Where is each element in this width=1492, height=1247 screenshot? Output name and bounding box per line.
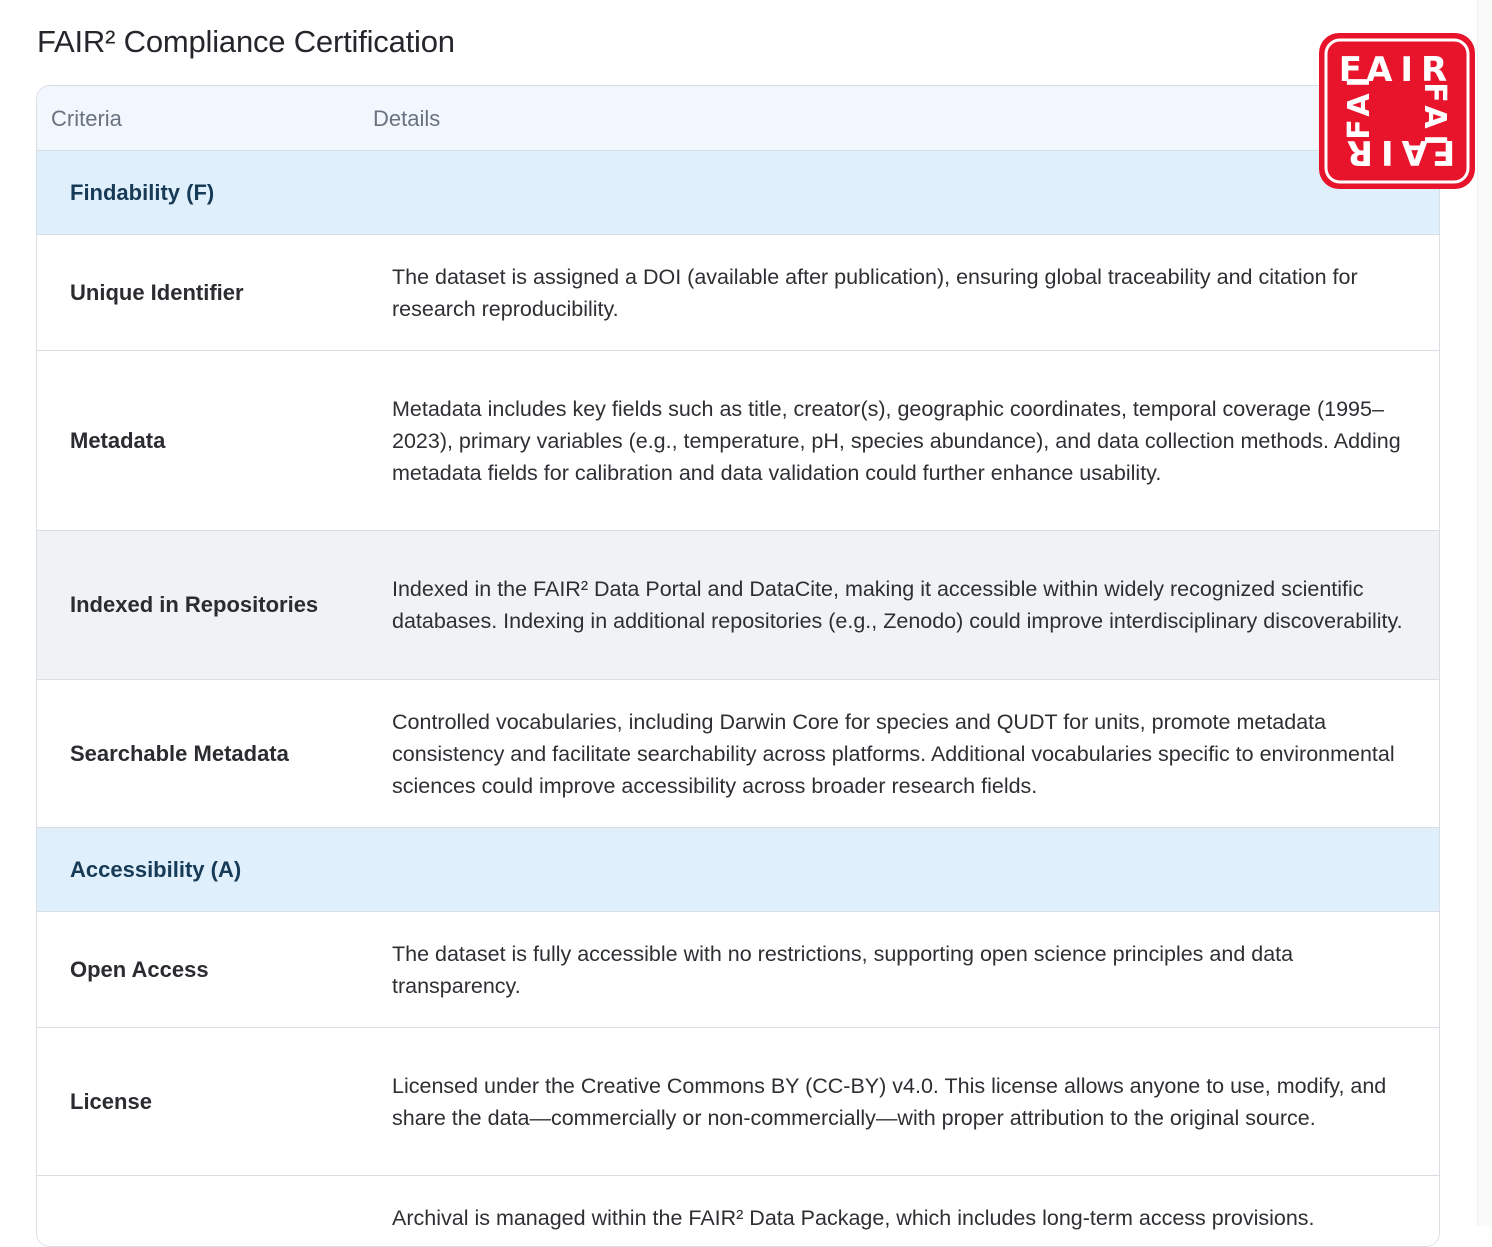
- fair-logo-icon: [1317, 31, 1477, 191]
- criteria-cell: Metadata: [70, 427, 166, 453]
- section-label: Findability (F): [70, 179, 215, 205]
- criteria-cell: Unique Identifier: [70, 279, 244, 305]
- table-row: [37, 680, 1439, 828]
- logo-text-left: FAI: [1342, 70, 1377, 140]
- compliance-table: [36, 85, 1440, 1247]
- section-accessibility: [37, 828, 1439, 912]
- section-label: Accessibility (A): [70, 856, 242, 882]
- details-cell: Metadata includes key fields such as title, creator(s), geographic coordinates, temporal coverage (1995–2023), primary variables (e.g., temperature, pH, species abundance), and data collection methods. Adding metadata fields for calibration and data validation could further enhance usability.: [392, 396, 1401, 485]
- criteria-cell: License: [70, 1088, 152, 1114]
- details-cell: Controlled vocabularies, including Darwin Core for species and QUDT for units, promote metadata consistency and facilitate searchability across platforms. Additional vocabularies specific to environmental sciences could improve accessibility across broader research fields.: [392, 709, 1395, 798]
- section-findability: [37, 151, 1439, 235]
- table-row: [37, 531, 1439, 680]
- details-cell: Indexed in the FAIR² Data Portal and DataCite, making it accessible within widely recognized scientific databases. Indexing in additional repositories (e.g., Zenodo) could improve interdisciplinary discoverability.: [392, 577, 1403, 633]
- table-row: [37, 235, 1439, 351]
- table-row: [37, 912, 1439, 1028]
- table-row: [37, 351, 1439, 531]
- header-criteria: Criteria: [51, 106, 122, 131]
- header-details: Details: [373, 106, 441, 131]
- details-cell: Licensed under the Creative Commons BY (CC-BY) v4.0. This license allows anyone to use, modify, and share the data—commercially or non-commercially—with proper attribution to the original source.: [392, 1073, 1387, 1130]
- table-header: [37, 86, 1439, 151]
- logo-text-right: FAI: [1417, 82, 1452, 152]
- criteria-cell: Indexed in Repositories: [70, 592, 319, 617]
- details-cell: The dataset is assigned a DOI (available after publication), ensuring global traceability and citation for research reproducibility.: [392, 264, 1358, 321]
- details-cell: Archival is managed within the FAIR² Data Package, which includes long-term access provisions.: [392, 1206, 1315, 1230]
- criteria-cell: Searchable Metadata: [70, 740, 289, 766]
- scrollbar-track[interactable]: [1477, 0, 1492, 1226]
- logo-text-bottom: FAIR: [1338, 132, 1456, 172]
- table-row: [37, 1028, 1439, 1176]
- page-title: FAIR² Compliance Certification: [37, 24, 455, 59]
- logo-text-top: FAIR: [1338, 50, 1456, 90]
- table-row: [37, 1176, 1439, 1247]
- details-cell: The dataset is fully accessible with no restrictions, supporting open science principles and data transparency.: [392, 941, 1294, 998]
- criteria-cell: Open Access: [70, 956, 209, 982]
